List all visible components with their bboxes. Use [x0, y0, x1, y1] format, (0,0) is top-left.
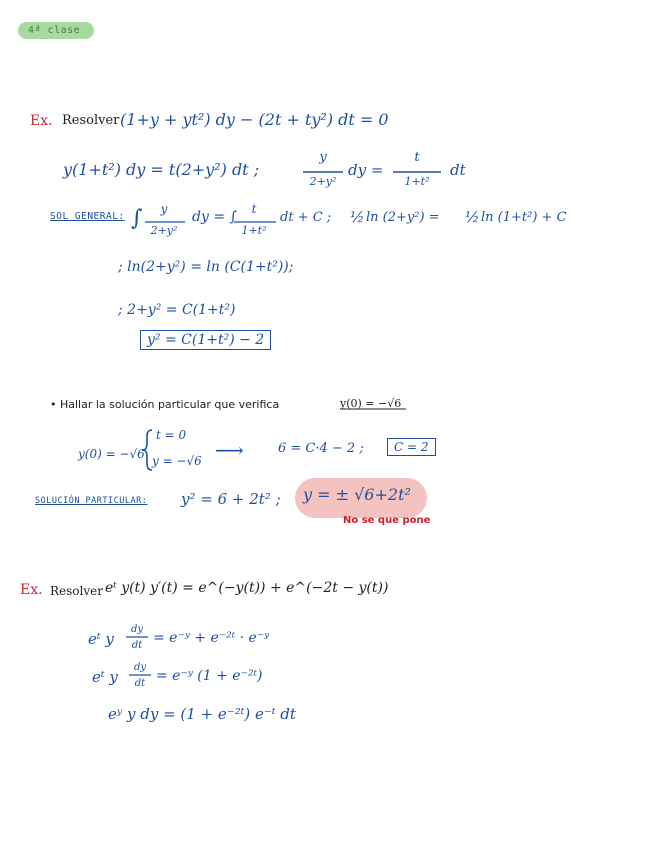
- ex2-label: Ex.: [20, 582, 43, 598]
- sg-frac2-den: 1+t²: [241, 224, 267, 237]
- sg-ln-2: ln (1+t²) + C: [481, 210, 567, 225]
- ex1-step1-dy: dy =: [348, 161, 384, 179]
- sg-mid: dy = ∫: [192, 209, 237, 225]
- ex2-s2-frac-den: dt: [134, 678, 146, 689]
- ex2-s2-left: eᵗ y: [92, 668, 118, 686]
- ex1-step1-frac2-num: t: [414, 150, 420, 165]
- particular-condition: y(0) = −√6: [340, 397, 402, 410]
- cond-y: y = −√6: [152, 454, 202, 468]
- ex1-boxed-result: y² = C(1+t²) − 2: [140, 330, 271, 350]
- sp-result: y = ± √6+2t²: [303, 485, 411, 504]
- sol-general-label: SOL GENERAL:: [50, 211, 125, 222]
- ex1-step1-dt: dt: [450, 161, 466, 179]
- ex1-step1-frac1-den: 2+y²: [309, 175, 337, 188]
- ex1-step1-left: y(1+t²) dy = t(2+y²) dt ;: [63, 160, 260, 179]
- ex2-s3: eʸ y dy = (1 + e⁻²ᵗ) e⁻ᵗ dt: [108, 705, 296, 723]
- class-badge: 4ª clase: [18, 22, 94, 39]
- ex1-label: Ex.: [30, 113, 53, 129]
- sg-ln-1: ln (2+y²) =: [366, 210, 440, 225]
- ex1-step1-frac2-den: 1+t²: [404, 175, 430, 188]
- ex2-equation: eᵗ y(t) y′(t) = e^(−y(t)) + e^(−2t − y(t)): [105, 580, 389, 596]
- ex2-s1-frac-num: dy: [130, 624, 144, 635]
- sg-rest: dt + C ;: [280, 210, 332, 225]
- sg-integral-1: ∫: [131, 206, 143, 231]
- ex1-step4: ; 2+y² = C(1+t²): [118, 302, 236, 318]
- ex1-step3: ; ln(2+y²) = ln (C(1+t²));: [118, 259, 294, 275]
- cond-t: t = 0: [156, 428, 187, 442]
- ex1-word: Resolver: [62, 113, 120, 128]
- particular-instruction: • Hallar la solución particular que verifica: [50, 398, 280, 411]
- red-note: No se que pone: [343, 515, 431, 526]
- ex2-s2-frac-num: dy: [133, 662, 147, 673]
- ex1-equation: (1+y + yt²) dy − (2t + ty²) dt = 0: [120, 110, 389, 129]
- sg-frac2-num: t: [251, 202, 257, 216]
- cond-left: y(0) = −√6: [78, 447, 145, 461]
- ex2-s1-left: eᵗ y: [88, 630, 114, 648]
- sg-half-2: ½: [465, 208, 480, 226]
- sp-eq: y² = 6 + 2t² ;: [181, 490, 281, 508]
- arrow-icon: ⟶: [215, 438, 244, 462]
- substitute: 6 = C·4 − 2 ;: [278, 441, 364, 456]
- ex2-s1-frac-den: dt: [131, 640, 143, 651]
- sg-frac1-num: y: [160, 202, 168, 216]
- c-value-boxed: C = 2: [387, 438, 436, 456]
- sg-frac1-den: 2+y²: [150, 224, 178, 237]
- ex2-s1-right: = e⁻ʸ + e⁻²ᵗ · e⁻ʸ: [153, 630, 270, 646]
- ex2-s2-right: = e⁻ʸ (1 + e⁻²ᵗ): [156, 668, 263, 684]
- sol-particular-label: SOLUCIÓN PARTICULAR:: [35, 496, 148, 506]
- ex1-step1-frac1-num: y: [319, 150, 327, 165]
- ex2-word: Resolver: [50, 584, 103, 598]
- sg-half-1: ½: [350, 208, 365, 226]
